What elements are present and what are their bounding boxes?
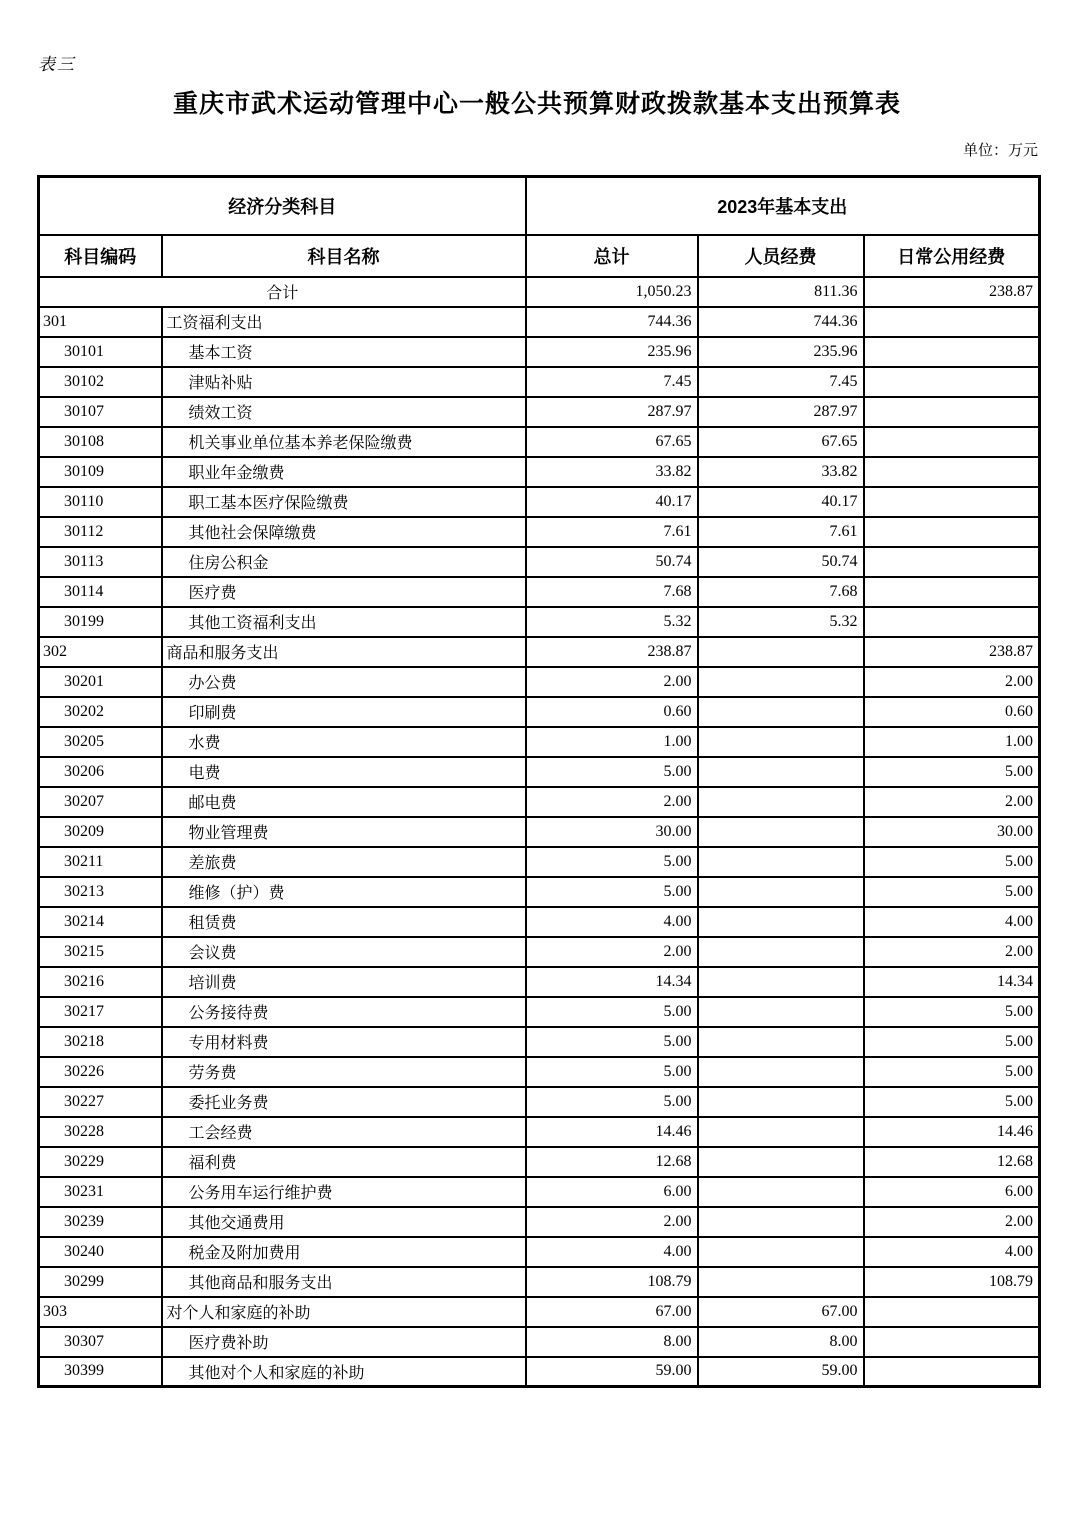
table-row <box>39 517 1040 547</box>
cell-subject-code: 30205 <box>39 727 162 757</box>
table-row <box>39 1267 1040 1297</box>
cell-daily-public-funds: 1.00 <box>864 727 1040 757</box>
total-label: 合计 <box>39 277 526 307</box>
cell-total: 238.87 <box>526 637 698 667</box>
cell-personnel-funds <box>698 1147 864 1177</box>
cell-subject-code: 302 <box>39 637 162 667</box>
header-columns-row <box>39 235 1040 277</box>
table-row <box>39 397 1040 427</box>
cell-subject-code: 30231 <box>39 1177 162 1207</box>
cell-daily-public-funds: 5.00 <box>864 1087 1040 1117</box>
cell-subject-name: 租赁费 <box>162 907 526 937</box>
cell-subject-code: 30110 <box>39 487 162 517</box>
table-row <box>39 1327 1040 1357</box>
cell-personnel-funds <box>698 787 864 817</box>
cell-personnel-funds <box>698 847 864 877</box>
unit-note: 单位：万元 <box>962 143 1038 159</box>
cell-subject-name: 差旅费 <box>162 847 526 877</box>
col-header-total: 总计 <box>526 235 698 277</box>
cell-personnel-funds: 7.45 <box>698 367 864 397</box>
cell-personnel-funds: 7.61 <box>698 517 864 547</box>
cell-total: 108.79 <box>526 1267 698 1297</box>
header-2023-basic-expenditure: 2023年基本支出 <box>526 177 1040 235</box>
cell-subject-code: 30240 <box>39 1237 162 1267</box>
cell-personnel-funds: 59.00 <box>698 1357 864 1387</box>
cell-subject-name: 职业年金缴费 <box>162 457 526 487</box>
cell-subject-code: 30109 <box>39 457 162 487</box>
table-row <box>39 967 1040 997</box>
table-body <box>39 277 1040 1387</box>
cell-subject-code: 30216 <box>39 967 162 997</box>
cell-total: 2.00 <box>526 787 698 817</box>
cell-subject-code: 30229 <box>39 1147 162 1177</box>
cell-subject-code: 30226 <box>39 1057 162 1087</box>
cell-subject-name: 津贴补贴 <box>162 367 526 397</box>
cell-subject-name: 工资福利支出 <box>162 307 526 337</box>
cell-daily-public-funds: 5.00 <box>864 997 1040 1027</box>
total-cell-total: 1,050.23 <box>526 277 698 307</box>
cell-total: 7.61 <box>526 517 698 547</box>
cell-subject-name: 公务接待费 <box>162 997 526 1027</box>
table-row <box>39 607 1040 637</box>
col-header-personnel-funds: 人员经费 <box>698 235 864 277</box>
cell-subject-code: 30102 <box>39 367 162 397</box>
cell-daily-public-funds <box>864 487 1040 517</box>
cell-daily-public-funds: 238.87 <box>864 637 1040 667</box>
cell-daily-public-funds <box>864 397 1040 427</box>
cell-subject-name: 电费 <box>162 757 526 787</box>
cell-total: 6.00 <box>526 1177 698 1207</box>
cell-personnel-funds <box>698 1177 864 1207</box>
cell-subject-name: 专用材料费 <box>162 1027 526 1057</box>
cell-total: 744.36 <box>526 307 698 337</box>
cell-subject-name: 物业管理费 <box>162 817 526 847</box>
cell-subject-name: 邮电费 <box>162 787 526 817</box>
cell-subject-name: 医疗费补助 <box>162 1327 526 1357</box>
total-cell-personnel: 811.36 <box>698 277 864 307</box>
cell-subject-code: 30239 <box>39 1207 162 1237</box>
cell-personnel-funds <box>698 1087 864 1117</box>
table-row <box>39 937 1040 967</box>
cell-personnel-funds: 8.00 <box>698 1327 864 1357</box>
table-row <box>39 307 1040 337</box>
table-row <box>39 1207 1040 1237</box>
cell-total: 40.17 <box>526 487 698 517</box>
table-row <box>39 847 1040 877</box>
table-row <box>39 1087 1040 1117</box>
table-row <box>39 787 1040 817</box>
table-row <box>39 547 1040 577</box>
cell-total: 14.46 <box>526 1117 698 1147</box>
cell-subject-code: 30199 <box>39 607 162 637</box>
cell-subject-code: 30108 <box>39 427 162 457</box>
cell-daily-public-funds: 12.68 <box>864 1147 1040 1177</box>
cell-daily-public-funds: 5.00 <box>864 847 1040 877</box>
cell-subject-name: 基本工资 <box>162 337 526 367</box>
cell-personnel-funds: 50.74 <box>698 547 864 577</box>
cell-personnel-funds <box>698 667 864 697</box>
cell-personnel-funds <box>698 637 864 667</box>
cell-subject-code: 30101 <box>39 337 162 367</box>
cell-daily-public-funds <box>864 427 1040 457</box>
cell-subject-name: 公务用车运行维护费 <box>162 1177 526 1207</box>
cell-personnel-funds: 7.68 <box>698 577 864 607</box>
cell-subject-name: 医疗费 <box>162 577 526 607</box>
table-row <box>39 1147 1040 1177</box>
cell-subject-name: 工会经费 <box>162 1117 526 1147</box>
table-row <box>39 1117 1040 1147</box>
cell-total: 8.00 <box>526 1327 698 1357</box>
cell-total: 2.00 <box>526 937 698 967</box>
cell-subject-code: 30227 <box>39 1087 162 1117</box>
table-row <box>39 997 1040 1027</box>
cell-total: 7.45 <box>526 367 698 397</box>
cell-subject-code: 303 <box>39 1297 162 1327</box>
cell-subject-name: 维修（护）费 <box>162 877 526 907</box>
cell-personnel-funds: 744.36 <box>698 307 864 337</box>
cell-personnel-funds: 40.17 <box>698 487 864 517</box>
cell-subject-code: 30201 <box>39 667 162 697</box>
cell-subject-name: 绩效工资 <box>162 397 526 427</box>
page-title: 重庆市武术运动管理中心一般公共预算财政拨款基本支出预算表 <box>172 90 901 118</box>
table-row <box>39 727 1040 757</box>
table-row <box>39 367 1040 397</box>
cell-daily-public-funds <box>864 577 1040 607</box>
cell-daily-public-funds <box>864 367 1040 397</box>
cell-total: 4.00 <box>526 907 698 937</box>
table-row <box>39 757 1040 787</box>
cell-subject-name: 劳务费 <box>162 1057 526 1087</box>
table-row <box>39 1177 1040 1207</box>
cell-total: 0.60 <box>526 697 698 727</box>
cell-subject-code: 30307 <box>39 1327 162 1357</box>
cell-total: 5.32 <box>526 607 698 637</box>
cell-daily-public-funds: 30.00 <box>864 817 1040 847</box>
cell-personnel-funds <box>698 1057 864 1087</box>
cell-subject-name: 商品和服务支出 <box>162 637 526 667</box>
cell-subject-code: 30399 <box>39 1357 162 1387</box>
cell-total: 5.00 <box>526 997 698 1027</box>
cell-subject-code: 30209 <box>39 817 162 847</box>
cell-daily-public-funds: 5.00 <box>864 1057 1040 1087</box>
cell-subject-name: 委托业务费 <box>162 1087 526 1117</box>
cell-total: 5.00 <box>526 1057 698 1087</box>
cell-daily-public-funds: 2.00 <box>864 787 1040 817</box>
cell-personnel-funds <box>698 1237 864 1267</box>
cell-subject-name: 水费 <box>162 727 526 757</box>
cell-total: 67.00 <box>526 1297 698 1327</box>
table-row <box>39 1057 1040 1087</box>
table-row <box>39 1237 1040 1267</box>
cell-daily-public-funds <box>864 457 1040 487</box>
cell-personnel-funds <box>698 1207 864 1237</box>
cell-total: 67.65 <box>526 427 698 457</box>
cell-total: 1.00 <box>526 727 698 757</box>
cell-total: 33.82 <box>526 457 698 487</box>
cell-subject-code: 30202 <box>39 697 162 727</box>
cell-personnel-funds <box>698 757 864 787</box>
cell-subject-name: 其他工资福利支出 <box>162 607 526 637</box>
cell-personnel-funds <box>698 967 864 997</box>
cell-daily-public-funds <box>864 307 1040 337</box>
cell-personnel-funds <box>698 697 864 727</box>
cell-daily-public-funds: 2.00 <box>864 1207 1040 1237</box>
cell-total: 4.00 <box>526 1237 698 1267</box>
col-header-subject-name: 科目名称 <box>162 235 526 277</box>
cell-daily-public-funds: 6.00 <box>864 1177 1040 1207</box>
cell-subject-name: 住房公积金 <box>162 547 526 577</box>
table-row <box>39 577 1040 607</box>
table-row <box>39 457 1040 487</box>
cell-total: 5.00 <box>526 877 698 907</box>
cell-total: 59.00 <box>526 1357 698 1387</box>
cell-subject-name: 会议费 <box>162 937 526 967</box>
cell-total: 5.00 <box>526 1027 698 1057</box>
cell-total: 5.00 <box>526 847 698 877</box>
table-row <box>39 667 1040 697</box>
cell-personnel-funds: 67.00 <box>698 1297 864 1327</box>
cell-personnel-funds <box>698 877 864 907</box>
cell-personnel-funds: 287.97 <box>698 397 864 427</box>
cell-total: 7.68 <box>526 577 698 607</box>
cell-subject-code: 30114 <box>39 577 162 607</box>
cell-subject-code: 30107 <box>39 397 162 427</box>
table-row <box>39 1027 1040 1057</box>
cell-total: 12.68 <box>526 1147 698 1177</box>
cell-personnel-funds: 5.32 <box>698 607 864 637</box>
cell-subject-code: 30207 <box>39 787 162 817</box>
budget-table <box>37 175 1041 1388</box>
cell-total: 2.00 <box>526 667 698 697</box>
table-row <box>39 1357 1040 1387</box>
cell-subject-name: 其他社会保障缴费 <box>162 517 526 547</box>
cell-subject-code: 301 <box>39 307 162 337</box>
cell-subject-name: 税金及附加费用 <box>162 1237 526 1267</box>
cell-subject-name: 机关事业单位基本养老保险缴费 <box>162 427 526 457</box>
cell-daily-public-funds: 4.00 <box>864 907 1040 937</box>
cell-personnel-funds <box>698 907 864 937</box>
cell-personnel-funds <box>698 1027 864 1057</box>
header-group-row <box>39 177 1040 235</box>
cell-subject-name: 其他交通费用 <box>162 1207 526 1237</box>
cell-subject-code: 30215 <box>39 937 162 967</box>
cell-subject-code: 30214 <box>39 907 162 937</box>
cell-personnel-funds: 235.96 <box>698 337 864 367</box>
cell-subject-name: 培训费 <box>162 967 526 997</box>
table-row <box>39 427 1040 457</box>
cell-total: 2.00 <box>526 1207 698 1237</box>
table-row <box>39 487 1040 517</box>
cell-daily-public-funds: 108.79 <box>864 1267 1040 1297</box>
header-economic-classification: 经济分类科目 <box>39 177 526 235</box>
cell-total: 235.96 <box>526 337 698 367</box>
table-row <box>39 877 1040 907</box>
table-row <box>39 817 1040 847</box>
cell-total: 287.97 <box>526 397 698 427</box>
col-header-subject-code: 科目编码 <box>39 235 162 277</box>
cell-daily-public-funds <box>864 547 1040 577</box>
table-row <box>39 337 1040 367</box>
cell-daily-public-funds: 5.00 <box>864 877 1040 907</box>
table-row <box>39 1297 1040 1327</box>
cell-daily-public-funds <box>864 1327 1040 1357</box>
cell-subject-name: 办公费 <box>162 667 526 697</box>
cell-personnel-funds <box>698 937 864 967</box>
cell-subject-code: 30112 <box>39 517 162 547</box>
cell-subject-code: 30299 <box>39 1267 162 1297</box>
cell-subject-name: 职工基本医疗保险缴费 <box>162 487 526 517</box>
cell-subject-code: 30213 <box>39 877 162 907</box>
cell-personnel-funds <box>698 997 864 1027</box>
table-row <box>39 907 1040 937</box>
cell-personnel-funds <box>698 1117 864 1147</box>
cell-personnel-funds: 67.65 <box>698 427 864 457</box>
cell-personnel-funds <box>698 1267 864 1297</box>
cell-daily-public-funds <box>864 1357 1040 1387</box>
cell-personnel-funds: 33.82 <box>698 457 864 487</box>
cell-daily-public-funds: 14.46 <box>864 1117 1040 1147</box>
cell-total: 5.00 <box>526 757 698 787</box>
cell-subject-code: 30218 <box>39 1027 162 1057</box>
col-header-daily-public-funds: 日常公用经费 <box>864 235 1040 277</box>
cell-subject-code: 30217 <box>39 997 162 1027</box>
cell-total: 5.00 <box>526 1087 698 1117</box>
cell-daily-public-funds: 5.00 <box>864 1027 1040 1057</box>
cell-daily-public-funds: 5.00 <box>864 757 1040 787</box>
cell-daily-public-funds: 0.60 <box>864 697 1040 727</box>
total-cell-daily: 238.87 <box>864 277 1040 307</box>
cell-daily-public-funds <box>864 337 1040 367</box>
cell-daily-public-funds: 14.34 <box>864 967 1040 997</box>
cell-personnel-funds <box>698 817 864 847</box>
cell-daily-public-funds <box>864 1297 1040 1327</box>
cell-subject-name: 印刷费 <box>162 697 526 727</box>
cell-subject-code: 30228 <box>39 1117 162 1147</box>
cell-daily-public-funds <box>864 607 1040 637</box>
cell-subject-code: 30113 <box>39 547 162 577</box>
cell-daily-public-funds: 4.00 <box>864 1237 1040 1267</box>
cell-subject-name: 其他对个人和家庭的补助 <box>162 1357 526 1387</box>
cell-total: 50.74 <box>526 547 698 577</box>
cell-subject-name: 福利费 <box>162 1147 526 1177</box>
cell-total: 14.34 <box>526 967 698 997</box>
cell-total: 30.00 <box>526 817 698 847</box>
cell-personnel-funds <box>698 727 864 757</box>
total-row <box>39 277 1040 307</box>
table-row <box>39 697 1040 727</box>
cell-daily-public-funds: 2.00 <box>864 667 1040 697</box>
cell-daily-public-funds: 2.00 <box>864 937 1040 967</box>
table-row <box>39 637 1040 667</box>
cell-subject-name: 对个人和家庭的补助 <box>162 1297 526 1327</box>
table-number-label: 表三 <box>38 55 76 74</box>
cell-subject-name: 其他商品和服务支出 <box>162 1267 526 1297</box>
cell-subject-code: 30211 <box>39 847 162 877</box>
cell-subject-code: 30206 <box>39 757 162 787</box>
cell-daily-public-funds <box>864 517 1040 547</box>
